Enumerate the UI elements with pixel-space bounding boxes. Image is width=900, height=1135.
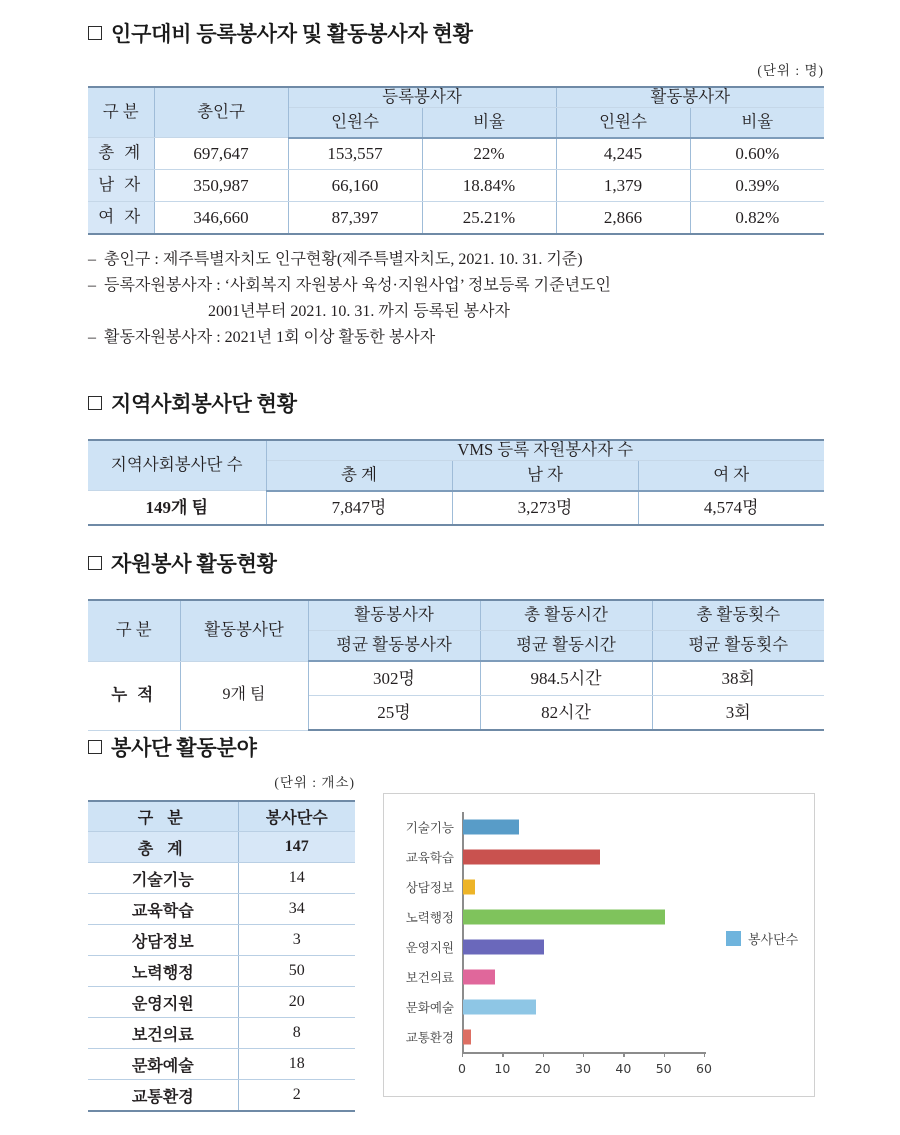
row-label-female: 여 자 <box>88 202 154 235</box>
table-community-volunteer-corps <box>88 439 824 526</box>
section-population-volunteers <box>88 18 824 351</box>
cell-active-ratio: 0.39% <box>690 170 824 202</box>
row-label-counseling: 상담정보 <box>88 925 238 956</box>
th-registered-count: 인원수 <box>288 107 422 138</box>
th-corps-count: 봉사단수 <box>238 801 355 832</box>
cell-total-hours: 984.5시간 <box>480 661 652 696</box>
legend-label: 봉사단수 <box>748 933 799 948</box>
cell-corps-count: 149개 팀 <box>88 491 266 526</box>
note-line <box>88 325 824 351</box>
cell-value-labor: 50 <box>238 956 355 987</box>
th-total-hours: 총 활동시간 <box>480 600 652 631</box>
row-label-education: 교육학습 <box>88 894 238 925</box>
cell-total-population: 350,987 <box>154 170 288 202</box>
th-division: 구 분 <box>88 600 180 661</box>
row-label-transport: 교통환경 <box>88 1080 238 1112</box>
cell-total-volunteers: 302명 <box>308 661 480 696</box>
th-total-counts: 총 활동횟수 <box>652 600 824 631</box>
cell-vms-male: 3,273명 <box>452 491 638 526</box>
th-avg-volunteers: 평균 활동봉사자 <box>308 631 480 662</box>
cell-active-count: 1,379 <box>556 170 690 202</box>
chart-category-label: 교육학습 <box>405 850 454 865</box>
cell-value-counseling: 3 <box>238 925 355 956</box>
row-label-total: 총 계 <box>88 832 238 863</box>
chart-x-tick <box>664 1053 665 1057</box>
table-volunteer-activity <box>88 599 824 731</box>
table-row <box>88 894 355 925</box>
section-2-title-text: 지역사회봉사단 현황 <box>111 392 297 416</box>
cell-active-count: 2,866 <box>556 202 690 235</box>
th-division: 구 분 <box>88 801 238 832</box>
table-row <box>88 1049 355 1080</box>
cell-total-population: 697,647 <box>154 138 288 170</box>
table-row <box>88 925 355 956</box>
th-active-count: 인원수 <box>556 107 690 138</box>
th-total: 총 계 <box>266 460 452 491</box>
table-row <box>88 1018 355 1049</box>
section-4-title <box>88 732 824 762</box>
chart-category-label: 보건의료 <box>405 970 454 985</box>
chart-x-tick-label: 10 <box>494 1061 511 1076</box>
chart-bar <box>463 880 475 895</box>
table-row <box>88 987 355 1018</box>
chart-x-tick <box>502 1053 503 1057</box>
th-total-population: 총인구 <box>154 87 288 138</box>
table-population-volunteers <box>88 86 824 235</box>
chart-legend <box>726 929 798 948</box>
chart-x-tick-label: 30 <box>575 1061 591 1076</box>
chart-bar <box>463 1000 536 1015</box>
section-2-title <box>88 388 824 418</box>
bullet-square-icon <box>88 26 102 40</box>
row-label-cumulative: 누 적 <box>88 661 180 730</box>
cell-active-ratio: 0.82% <box>690 202 824 235</box>
chart-bar <box>463 940 544 955</box>
th-avg-counts: 평균 활동횟수 <box>652 631 824 662</box>
th-active-corps: 활동봉사단 <box>180 600 308 661</box>
chart-category-label: 문화예술 <box>405 1000 454 1015</box>
cell-vms-total: 7,847명 <box>266 491 452 526</box>
row-label-health: 보건의료 <box>88 1018 238 1049</box>
section-1-unit-label: (단위 : 명) <box>757 63 824 78</box>
table-row <box>88 1080 355 1112</box>
chart-x-tick <box>623 1053 624 1057</box>
chart-x-tick <box>543 1053 544 1057</box>
th-registered-volunteers: 등록봉사자 <box>288 87 556 107</box>
cell-total-value: 147 <box>238 832 355 863</box>
table-row <box>88 170 824 202</box>
cell-active-ratio: 0.60% <box>690 138 824 170</box>
section-volunteer-activity <box>88 548 824 731</box>
chart-x-tick-label: 20 <box>534 1061 551 1076</box>
dash-icon: – <box>88 251 96 269</box>
th-division: 구 분 <box>88 87 154 138</box>
cell-vms-female: 4,574명 <box>638 491 824 526</box>
section-corps-activity-fields <box>88 732 824 791</box>
legend-swatch-icon <box>726 931 741 946</box>
table-row-total <box>88 832 355 863</box>
cell-active-corps: 9개 팀 <box>180 661 308 730</box>
cell-avg-hours: 82시간 <box>480 696 652 731</box>
note-text: 활동자원봉사자 : 2021년 1회 이상 활동한 봉사자 <box>104 329 436 347</box>
table-row <box>88 661 824 696</box>
bullet-square-icon <box>88 396 102 410</box>
th-active-ratio: 비율 <box>690 107 824 138</box>
table-row <box>88 956 355 987</box>
th-avg-hours: 평균 활동시간 <box>480 631 652 662</box>
cell-value-operations: 20 <box>238 987 355 1018</box>
table-header-row-top <box>88 600 824 631</box>
table-row <box>88 491 824 526</box>
row-label-operations: 운영지원 <box>88 987 238 1018</box>
section-1-title-text: 인구대비 등록봉사자 및 활동봉사자 현황 <box>111 22 473 46</box>
chart-category-label: 상담정보 <box>405 880 454 895</box>
bullet-square-icon <box>88 740 102 754</box>
cell-total-counts: 38회 <box>652 661 824 696</box>
table-row <box>88 202 824 235</box>
table-header-row-top <box>88 440 824 460</box>
chart-x-tick <box>583 1053 584 1057</box>
cell-total-population: 346,660 <box>154 202 288 235</box>
table-header-row <box>88 801 355 832</box>
table-row <box>88 863 355 894</box>
row-label-total: 총 계 <box>88 138 154 170</box>
cell-registered-ratio: 22% <box>422 138 556 170</box>
cell-avg-volunteers: 25명 <box>308 696 480 731</box>
table-activity-fields <box>88 800 355 1112</box>
chart-bar <box>463 910 665 925</box>
cell-registered-ratio: 25.21% <box>422 202 556 235</box>
cell-avg-counts: 3회 <box>652 696 824 731</box>
section-community-volunteer-corps <box>88 388 824 526</box>
cell-value-transport: 2 <box>238 1080 355 1112</box>
section-3-title-text: 자원봉사 활동현황 <box>111 552 277 576</box>
table-header-row-top <box>88 87 824 107</box>
table-row <box>88 138 824 170</box>
note-text: 2001년부터 2021. 10. 31. 까지 등록된 봉사자 <box>208 303 511 321</box>
note-text: 등록자원봉사자 : ‘사회복지 자원봉사 육성·지원사업’ 정보등록 기준년도인 <box>104 277 611 295</box>
section-3-title <box>88 548 824 578</box>
chart-category-label: 노력행정 <box>405 910 454 925</box>
row-label-male: 남 자 <box>88 170 154 202</box>
chart-x-tick-label: 60 <box>696 1061 712 1076</box>
chart-plot-area <box>384 794 814 1096</box>
chart-y-axis <box>462 812 464 1052</box>
cell-value-culture: 18 <box>238 1049 355 1080</box>
chart-category-label: 교통환경 <box>405 1030 454 1045</box>
cell-registered-count: 87,397 <box>288 202 422 235</box>
cell-value-tech: 14 <box>238 863 355 894</box>
bar-chart-activity-fields <box>383 793 815 1097</box>
cell-value-education: 34 <box>238 894 355 925</box>
chart-bar <box>463 1030 471 1045</box>
note-line <box>88 273 824 299</box>
section-1-title <box>88 18 824 48</box>
chart-x-tick-label: 40 <box>615 1061 632 1076</box>
section-1-notes <box>88 247 824 351</box>
dash-icon: – <box>88 329 96 347</box>
section-4-unit-label: (단위 : 개소) <box>274 775 355 790</box>
chart-x-tick <box>704 1053 705 1057</box>
row-label-culture: 문화예술 <box>88 1049 238 1080</box>
th-active-volunteers: 활동봉사자 <box>556 87 824 107</box>
cell-registered-ratio: 18.84% <box>422 170 556 202</box>
chart-category-label: 기술기능 <box>405 820 454 835</box>
chart-category-label: 운영지원 <box>405 940 454 955</box>
section-4-title-text: 봉사단 활동분야 <box>111 736 257 760</box>
cell-registered-count: 153,557 <box>288 138 422 170</box>
cell-registered-count: 66,160 <box>288 170 422 202</box>
dash-icon: – <box>88 277 96 295</box>
chart-x-tick-label: 50 <box>655 1061 672 1076</box>
th-vms-registered: VMS 등록 자원봉사자 수 <box>266 440 824 460</box>
chart-x-tick-label: 0 <box>458 1061 466 1076</box>
chart-bar <box>463 820 519 835</box>
th-active-volunteers: 활동봉사자 <box>308 600 480 631</box>
note-line <box>88 247 824 273</box>
note-line-continued <box>88 299 824 325</box>
th-corps-count: 지역사회봉사단 수 <box>88 440 266 491</box>
chart-bar <box>463 970 495 985</box>
row-label-labor: 노력행정 <box>88 956 238 987</box>
th-female: 여 자 <box>638 460 824 491</box>
row-label-tech: 기술기능 <box>88 863 238 894</box>
th-registered-ratio: 비율 <box>422 107 556 138</box>
bullet-square-icon <box>88 556 102 570</box>
chart-bar <box>463 850 600 865</box>
note-text: 총인구 : 제주특별자치도 인구현황(제주특별자치도, 2021. 10. 31. 기준) <box>104 251 583 269</box>
cell-value-health: 8 <box>238 1018 355 1049</box>
cell-active-count: 4,245 <box>556 138 690 170</box>
th-male: 남 자 <box>452 460 638 491</box>
chart-x-tick <box>462 1053 463 1057</box>
